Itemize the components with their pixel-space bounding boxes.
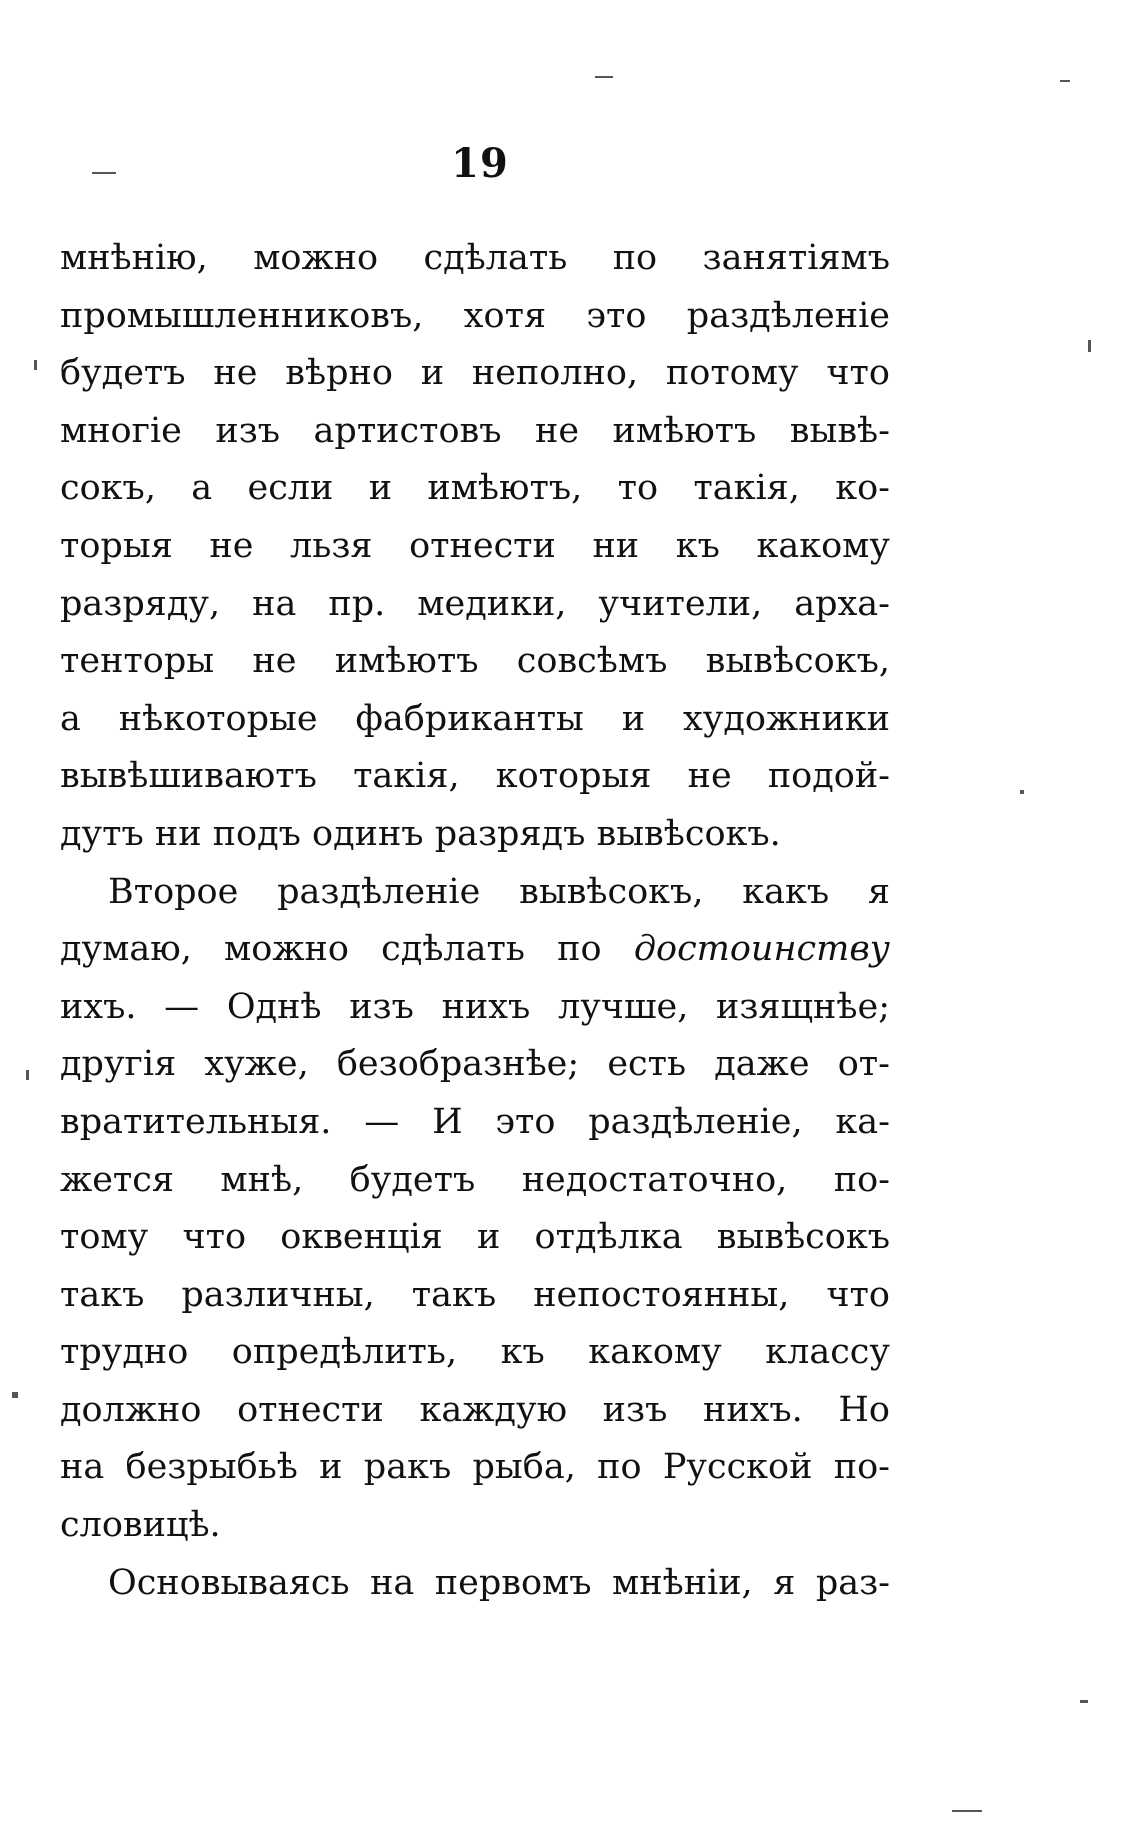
body-text <box>60 230 890 1612</box>
text-line: будетъ не вѣрно и неполно, потому что <box>60 353 890 394</box>
text-line-with-italic <box>60 921 890 979</box>
scan-speck <box>12 1392 18 1398</box>
text-line: дутъ ни подъ одинъ разрядъ вывѣсокъ. <box>60 813 781 854</box>
scan-speck <box>595 76 613 78</box>
text-line: тенторы не имѣютъ совсѣмъ вывѣсокъ, <box>60 641 890 682</box>
scan-speck <box>1080 1700 1088 1703</box>
text-line: вратительныя. — И это раздѣленіе, ка- <box>60 1101 890 1142</box>
text-line: жется мнѣ, будетъ недостаточно, по- <box>60 1159 890 1200</box>
scan-speck <box>1060 80 1070 82</box>
text-line: сокъ, а если и имѣютъ, то такія, ко- <box>60 468 890 509</box>
text-line: промышленниковъ, хотя это раздѣленіе <box>60 295 890 336</box>
text-line: тому что оквенція и отдѣлка вывѣсокъ <box>60 1217 890 1258</box>
paragraph-start-line: Основываясь на первомъ мнѣніи, я раз- <box>108 1562 890 1603</box>
text-line: вывѣшиваютъ такія, которыя не подой- <box>60 756 890 797</box>
text-line: словицѣ. <box>60 1505 221 1546</box>
scan-speck <box>92 172 116 174</box>
text-line: должно отнести каждую изъ нихъ. Но <box>60 1389 890 1430</box>
text-line: а нѣкоторые фабриканты и художники <box>60 698 890 739</box>
text-line: мнѣнію, можно сдѣлать по занятіямъ <box>60 238 890 278</box>
page-number: 19 <box>451 140 509 187</box>
scan-speck <box>34 360 37 370</box>
text-line: многіе изъ артистовъ не имѣютъ вывѣ- <box>60 410 890 451</box>
scan-speck <box>1020 790 1024 794</box>
text-line: торыя не льзя отнести ни къ какому <box>60 525 890 566</box>
text-line: другія хуже, безобразнѣе; есть даже от- <box>60 1044 890 1085</box>
scan-speck <box>952 1810 982 1812</box>
italic-word: достоинству <box>633 929 890 970</box>
text-line: трудно опредѣлить, къ какому классу <box>60 1332 890 1373</box>
scan-speck <box>1088 340 1091 352</box>
text-line: разряду, на пр. медики, учители, арха- <box>60 583 890 624</box>
text-line: ихъ. — Однѣ изъ нихъ лучше, изящнѣе; <box>60 986 890 1027</box>
scan-speck <box>26 1070 29 1080</box>
paragraph-start-line: Второе раздѣленіе вывѣсокъ, какъ я <box>108 871 890 912</box>
text-segment: думаю, можно сдѣлать по <box>60 929 634 970</box>
text-line: такъ различны, такъ непостоянны, что <box>60 1274 890 1315</box>
text-line: на безрыбьѣ и ракъ рыба, по Русской по- <box>60 1447 890 1488</box>
